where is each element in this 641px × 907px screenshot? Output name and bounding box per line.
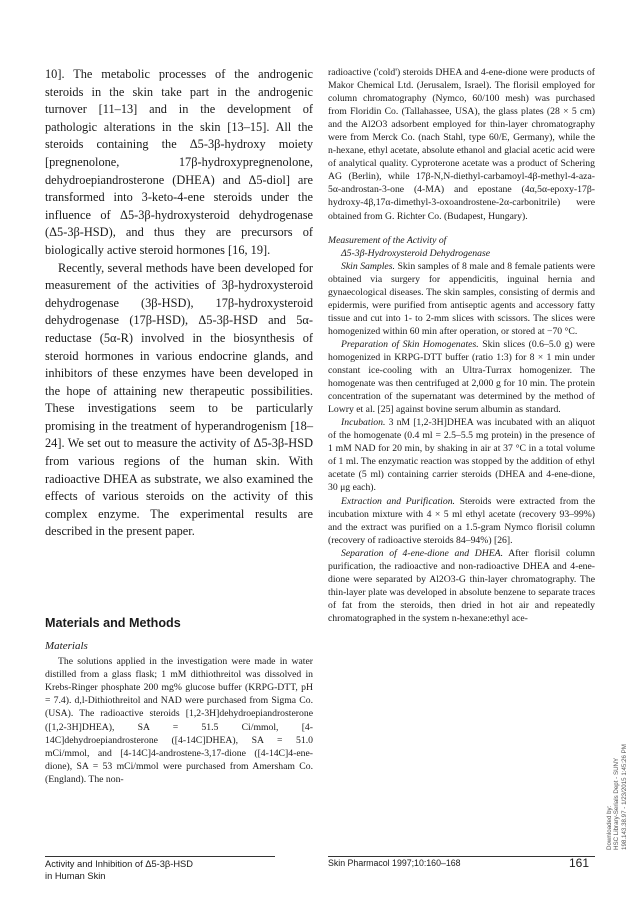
footer-divider-right — [328, 856, 595, 857]
extraction-label: Extraction and Purification. — [341, 495, 455, 507]
running-title-line-2: in Human Skin — [45, 871, 106, 881]
homogenates-text: Skin slices (0.6–5.0 g) were homogenized in KRPG-DTT buffer (ratio 1:3) for 8 × 1 min under constant ice-cooling with an Ultra-Turrax homogenizer. The homogenate was then centrifuged at 2,000 g for 10 min. The protein concentration of the supernatant was determined by the method of Lowry et al. [25] against bovine serum albumin as standard. — [328, 338, 595, 416]
watermark-line-2: HSC Library-Serials Dept - SUNY — [613, 757, 621, 850]
materials-continued-paragraph: radioactive ('cold') steroids DHEA and 4-ene-dione were products of Makor Chemical Ltd. (Jerusalem, Israel). The florisil employed for column chromatography (Nymco, 60/100 mesh) was purchased from Floridin Co. (Tallahassee, USA), the glass plates (28 × 5 cm) and the Al2O3 adsorbent employed for thin-layer chromatography were from Merck Co. (nach Stahl, type 60/E, Germany), while the n-hexane, ethyl acetate, absolute ethanol and glacial acetic acid were of analytical quality. Cyproterone acetate was a product of Schering AG (Berlin), while 17β-N,N-diethyl-carbamoyl-4β-methyl-4-aza-5α-androstan-3-one (4-MA) and epostane (4α,5α-epoxy-17β-hydroxy-4β,17α-dimethyl-3-oxoandrostene-2α-carbonitrile) were obtained from G. Richter Co. (Budapest, Hungary). — [328, 67, 595, 222]
running-title — [45, 858, 275, 882]
watermark-line-3: 198.143.38.97 - 1/23/2015 1:45:26 PM — [620, 744, 628, 850]
incubation-text: 3 nM [1,2-3H]DHEA was incubated with an aliquot of the homogenate (0.4 ml = 2.5–5.5 mg protein) in the presence of 1 mM NAD for 20 min, by shaking in air at 37 °C in a total volume of 1 ml. The enzymatic reaction was stopped by the addition of ethyl acetate (5 ml) containing carrier steroids (DHEA and 4-ene-dione, 30 μg each). — [328, 417, 595, 494]
separation-label: Separation of 4-ene-dione and DHEA. — [341, 547, 504, 559]
intro-paragraph-1: 10]. The metabolic processes of the androgenic steroids in the skin take part in the androgenic turnover [11–13] and in the development of pathologic alterations in the skin [13–15]. All the steroids containing the Δ5-3β-hydroxy moiety [pregnenolone, 17β-hydroxypregnenolone, dehydroepiandrosterone (DHEA) and Δ5-diol] are transformed into 3-keto-4-ene steroids under the influence of Δ5-3β-hydroxysteroid dehydrogenase (Δ5-3β-HSD), and thus they are precursors of biologically active steroid hormones [16, 19]. — [45, 67, 313, 257]
download-watermark — [606, 710, 628, 850]
skin-samples-label: Skin Samples. — [341, 260, 395, 272]
separation-paragraph — [328, 547, 595, 625]
measurement-heading-line-2: Δ5-3β-Hydroxysteroid Dehydrogenase — [341, 247, 491, 259]
homogenates-label: Preparation of Skin Homogenates. — [341, 338, 479, 350]
watermark-line-1: Downloaded by: — [606, 805, 613, 850]
right-column — [328, 66, 595, 625]
page-number: 161 — [569, 856, 590, 870]
homogenates-paragraph — [328, 338, 595, 416]
separation-text: After florisil column purification, the radioactive and non-radioactive DHEA and 4-ene-dione were separated by Al2O3-G thin-layer chromatography. The thin-layer plate was developed in absolute benzene to separate traces of fat from the steroids, then dried in hot air and repeatedly chromatographed in the system n-hexane:ethyl ace- — [328, 547, 595, 624]
extraction-paragraph — [328, 495, 595, 547]
skin-samples-text: Skin samples of 8 male and 8 female patients were obtained via surgery for appendicitis, inguinal hernia and gynaecological diseases. The skin samples, consisting of dermis and epidermis, were purified from antiseptic agents and accessory fatty tissue and cut into 1- to 2-mm slices with scissors. The slices were homogenized within 60 min after operation, or stored at −70 °C. — [328, 260, 596, 337]
journal-citation: Skin Pharmacol 1997;10:160–168 — [328, 858, 461, 868]
skin-samples-paragraph — [328, 260, 595, 338]
materials-subheading: Materials — [45, 640, 88, 652]
left-column — [45, 66, 313, 541]
section-heading-materials-methods: Materials and Methods — [45, 616, 181, 630]
materials-subsection — [45, 640, 313, 786]
intro-paragraph-2: Recently, several methods have been developed for measurement of the activities of 3β-hydroxysteroid dehydrogenase (3β-HSD), 17β-hydroxysteroid dehydrogenase (17β-HSD), Δ5-3β-HSD and 5α-reductase (5α-R) involved in the biosynthesis of steroid hormones in various endocrine glands, and inhibitors of these enzymes have been developed in the hope of attaining new therapeutic possibilities. These investigations seem to be particularly promising in the treatment of hyperandrogenism [18–24]. We set out to measure the activity of Δ5-3β-HSD from various regions of the human skin. With radioactive DHEA as substrate, we also examined the effects of various steroids on the activity of this complex enzyme. The experimental results are described in the present paper. — [45, 260, 313, 539]
measurement-heading-line-1: Measurement of the Activity of — [328, 234, 447, 246]
footer-divider-left — [45, 856, 275, 857]
incubation-paragraph — [328, 416, 595, 494]
running-title-line-1: Activity and Inhibition of Δ5-3β-HSD — [45, 859, 193, 869]
incubation-label: Incubation. — [341, 417, 386, 429]
materials-paragraph: The solutions applied in the investigation were made in water distilled from a glass flask; 1 mM dithiothreitol was dissolved in Krebs-Ringer phosphate 200 mg% glucose buffer (KRPG-DTT, pH = 7.4). d,l-Dithiothreitol and NAD were purchased from Sigma Co. (USA). The radioactive steroids [1,2-3H]dehydroepiandrosterone ([1,2-3H]DHEA), SA = 51.5 Ci/mmol, [4-14C]dehydroepiandrosterone ([4-14C]DHEA), SA = 51.0 mCi/mmol, and [4-14C]4-androstene-3,17-dione ([4-14C]4-ene-dione), SA = 53 mCi/mmol were purchased from Amersham Co. (England). The non- — [45, 656, 313, 785]
extraction-text: Steroids were extracted from the incubation mixture with 4 × 5 ml ethyl acetate (recovery 93–99%) and the extract was purified on a 1.5-gram Nymco florisil column (recovery of radioactive steroids 84–94%) [26]. — [328, 495, 595, 546]
